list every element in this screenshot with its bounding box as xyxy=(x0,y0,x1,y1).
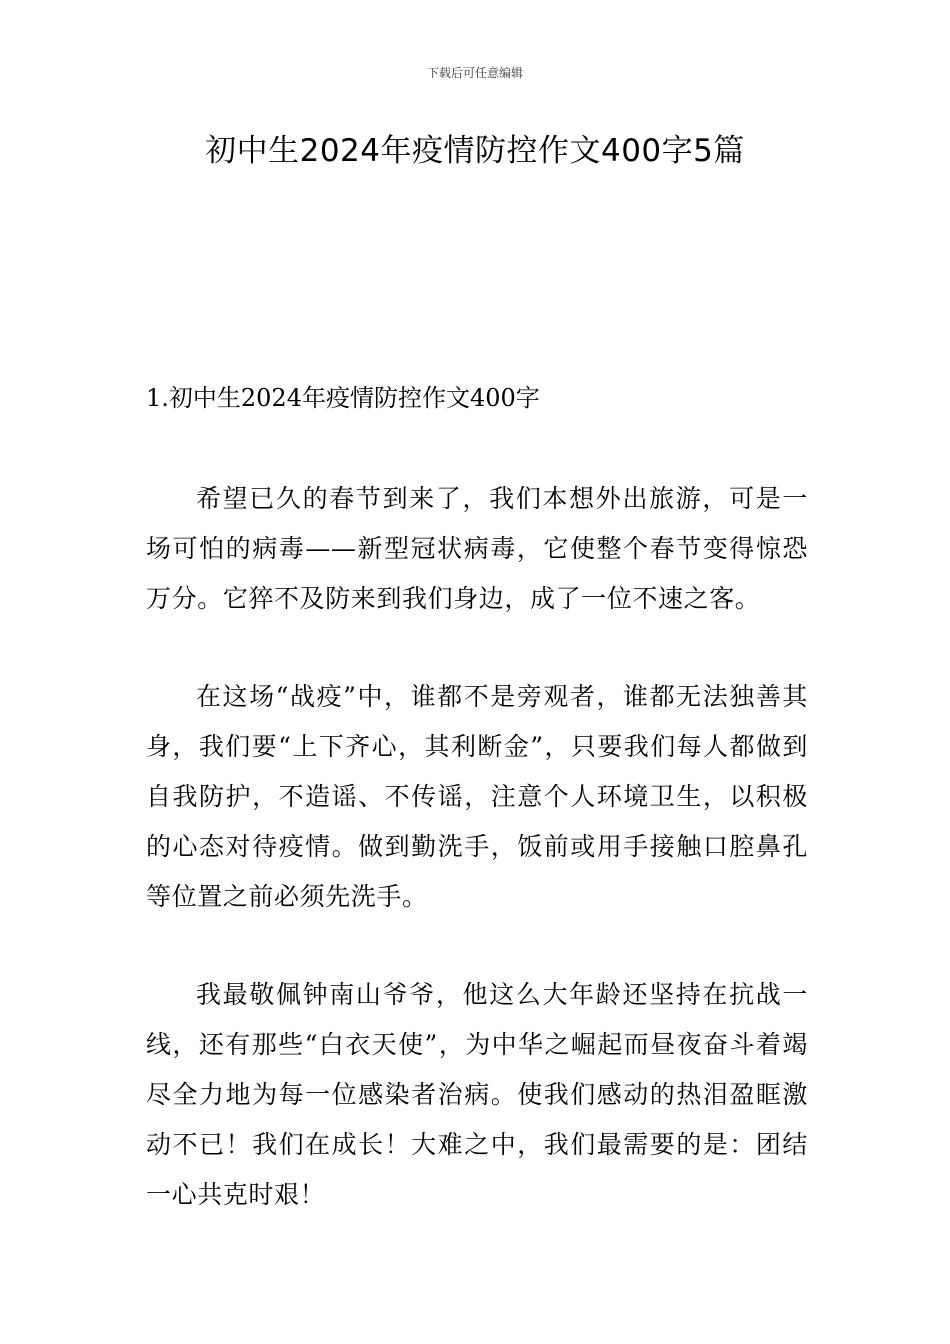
paragraph-2: 在这场“战疫”中，谁都不是旁观者，谁都无法独善其身，我们要“上下齐心，其利断金”，只要我们每人都做到自我防护，不造谣、不传谣，注意个人环境卫生，以积极的心态对待疫情。做到勤洗手，饭前或用手接触口腔鼻孔等位置之前必须先洗手。 xyxy=(146,682,808,911)
paragraph-1: 希望已久的春节到来了，我们本想外出旅游，可是一场可怕的病毒——新型冠状病毒，它使整个春节变得惊恐万分。它猝不及防来到我们身边，成了一位不速之客。 xyxy=(146,484,808,613)
paragraph-3: 我最敬佩钟南山爷爷，他这么大年龄还坚持在抗战一线，还有那些“白衣天使”，为中华之崛起而昼夜奋斗着竭尽全力地为每一位感染者治病。使我们感动的热泪盈眶激动不已！我们在成长！大难之中，我们最需要的是：团结一心共克时艰！ xyxy=(146,980,808,1209)
section-heading: 1.初中生2024年疫情防控作文400字 xyxy=(146,384,540,412)
page-header-note: 下载后可任意编辑 xyxy=(426,66,523,80)
document-title: 初中生2024年疫情防控作文400字5篇 xyxy=(205,133,745,169)
